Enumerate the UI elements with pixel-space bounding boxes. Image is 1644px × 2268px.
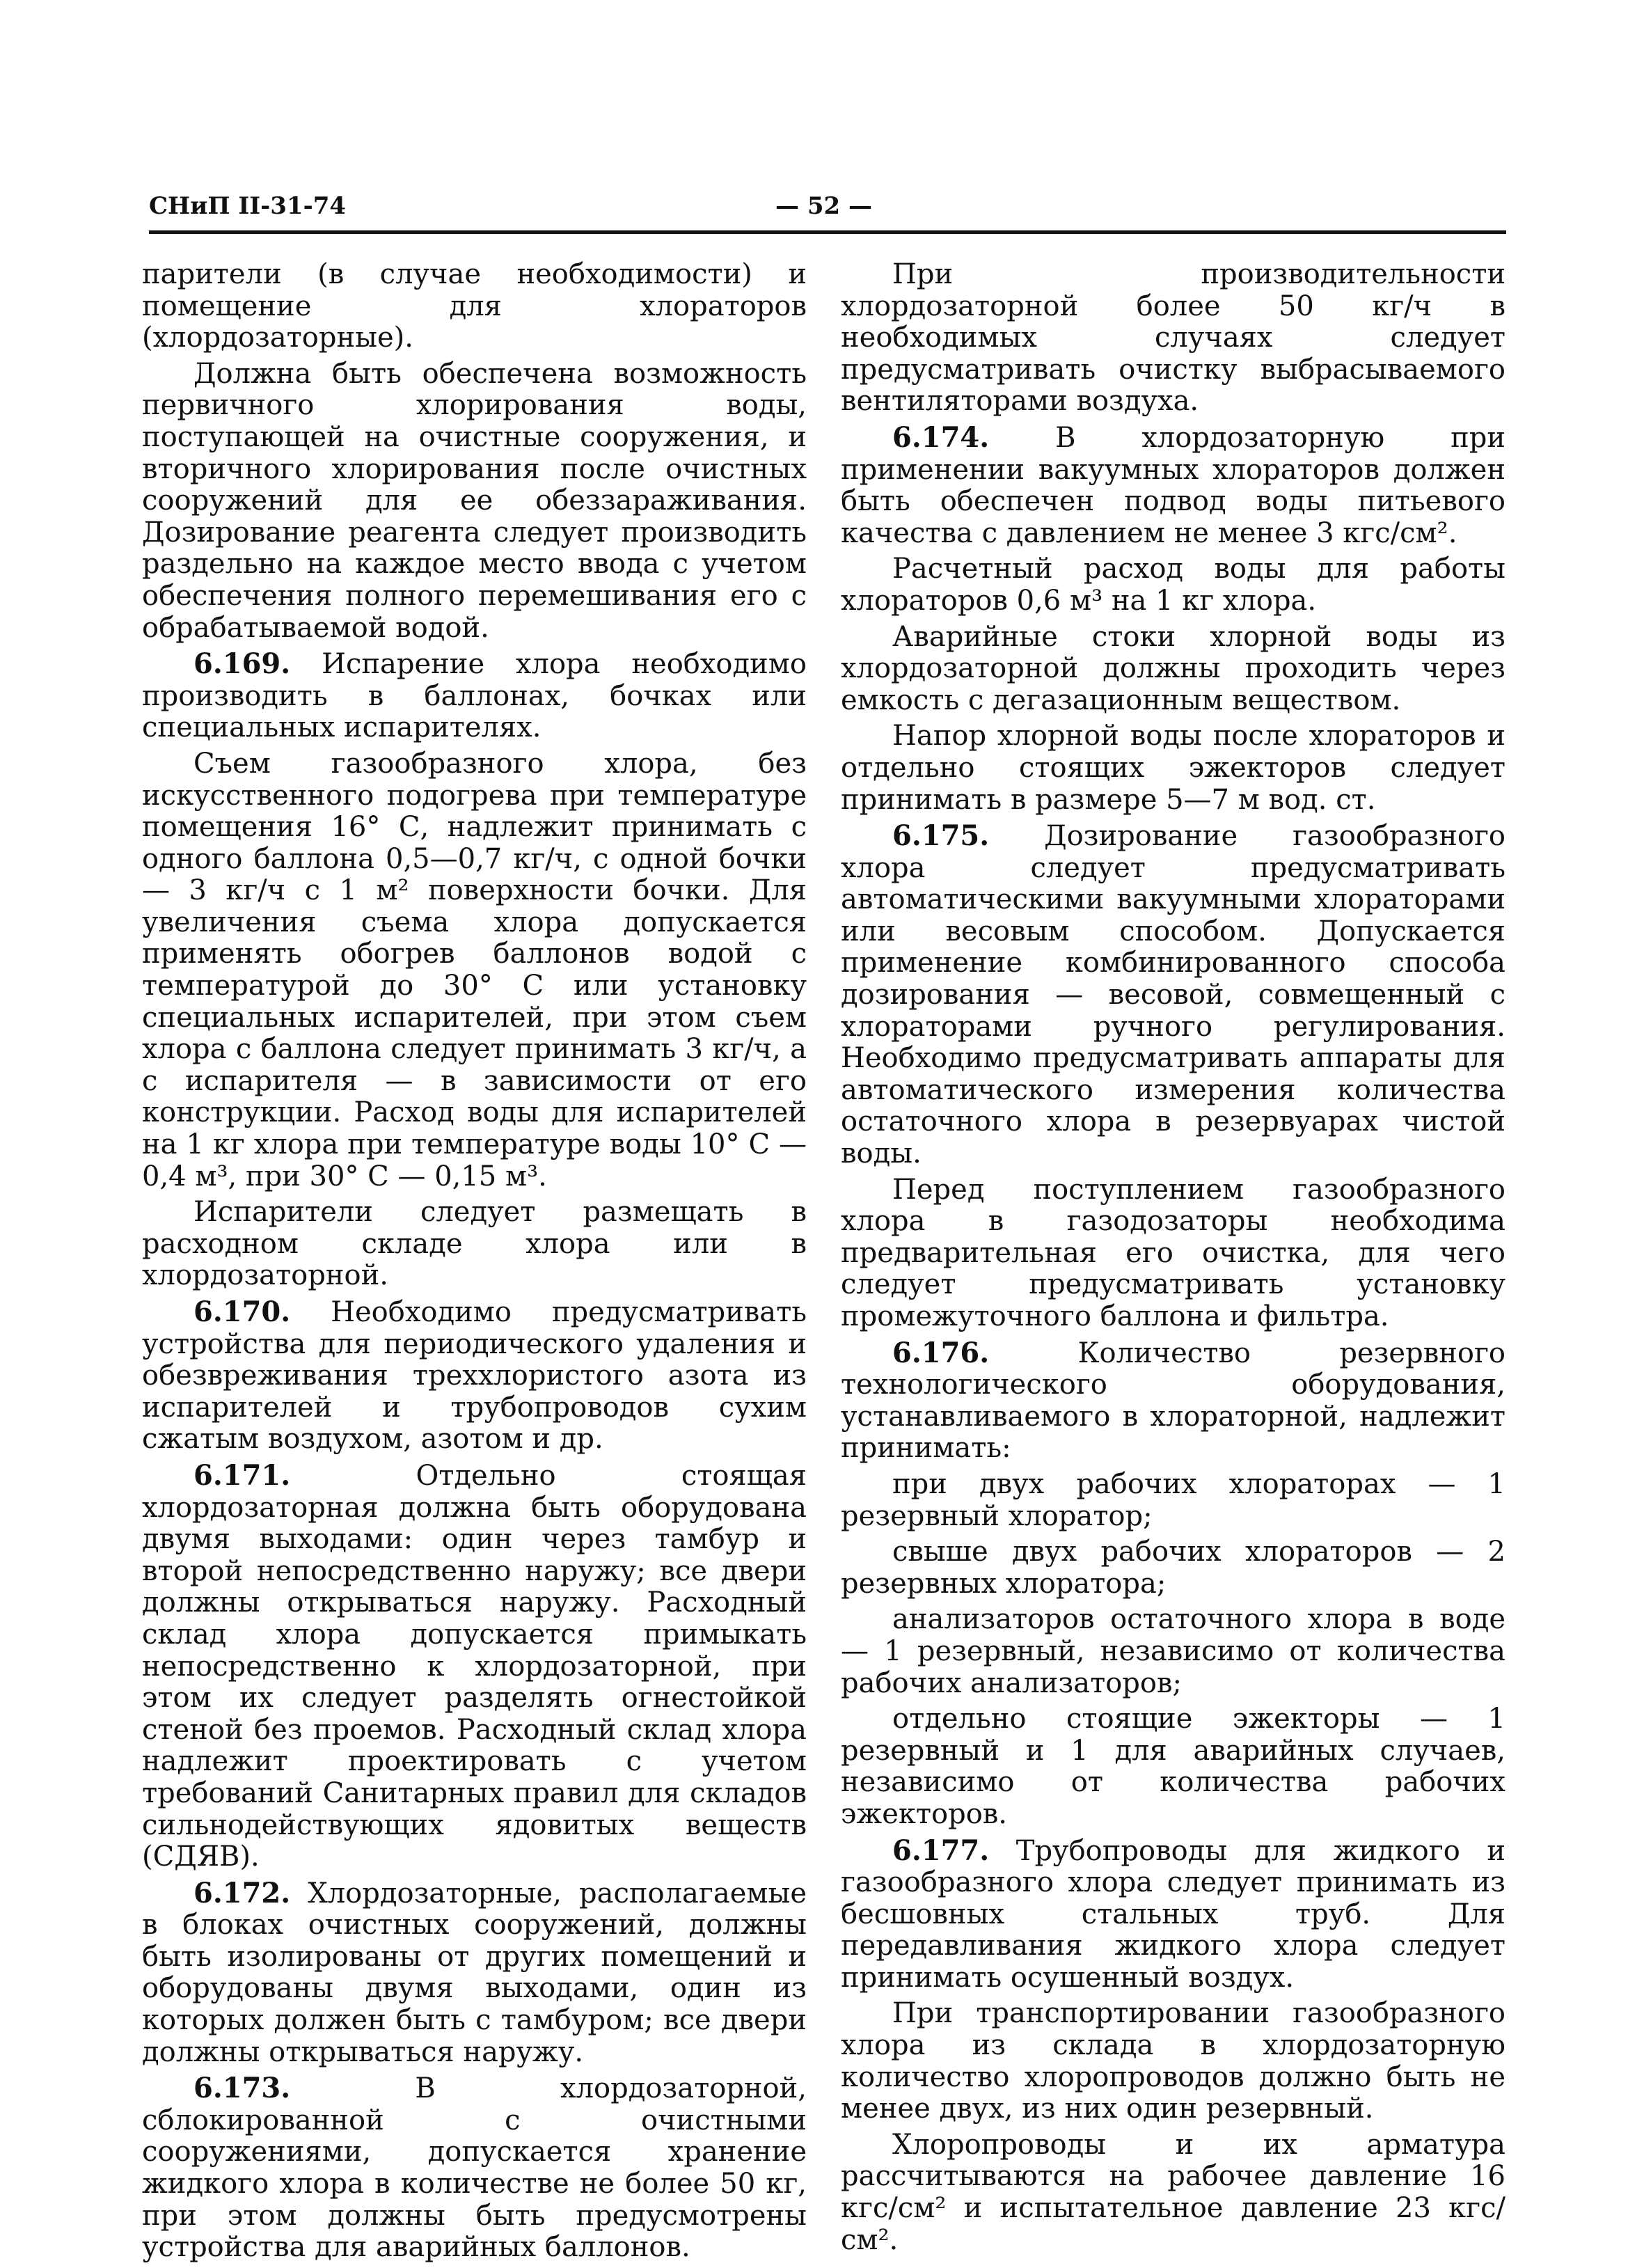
clause-6-177: 6.177. Трубопроводы для жидкого и газообразного хлора следует принимать из бесшовных стальных труб. Для передавливания жидкого хлора следует принимать осушенный воздух. <box>841 1834 1506 1994</box>
paragraph: При производительности хлордозаторной более 50 кг/ч в необходимых случаях следует предусматривать очистку выбрасываемого вентиляторами воздуха. <box>841 258 1505 418</box>
paragraph: Перед поступлением газообразного хлора в газодозаторы необходима предварительная его очистка, для чего следует предусматривать установку промежуточного баллона и фильтра. <box>841 1173 1505 1332</box>
right-column <box>841 259 1505 2260</box>
clause-6-173: 6.173. В хлордозаторной, сблокированной с очистными сооружениями, допускается хранение жидкого хлора в количестве не более 50 кг, при этом должны быть предусмотрены устройства для аварийных баллонов. <box>142 2072 807 2264</box>
clause-number: 6.176. <box>892 1336 990 1369</box>
clause-number: 6.173. <box>193 2072 291 2105</box>
list-item: при двух рабочих хлораторах — 1 резервный хлоратор; <box>841 1467 1505 1532</box>
clause-number: 6.177. <box>892 1834 990 1867</box>
paragraph: При транспортировании газообразного хлора из склада в хлордозаторную количество хлоропроводов должно быть не менее двух, из них один резервный. <box>841 1997 1505 2125</box>
list-item: отдельно стоящие эжекторы — 1 резервный и 1 для аварийных случаев, независимо от количества рабочих эжекторов. <box>841 1703 1505 1830</box>
paragraph: Расчетный расход воды для работы хлораторов 0,6 м³ на 1 кг хлора. <box>841 553 1505 617</box>
paragraph: Напор хлорной воды после хлораторов и отдельно стоящих эжекторов следует принимать в размере 5—7 м вод. ст. <box>841 720 1505 816</box>
page-number: — 52 — <box>775 192 872 220</box>
paragraph: Должна быть обеспечена возможность первичного хлорирования воды, поступающей на очистные сооружения, и вторичного хлорирования после очистных сооружений для ее обеззараживания. Дозирование реагента следует производить раздельно на каждое место ввода с учетом обеспечения полного перемешивания его с обрабатываемой водой. <box>142 357 807 644</box>
clause-6-172: 6.172. Хлордозаторные, располагаемые в блоках очистных сооружений, должны быть изолированы от других помещений и оборудованы двумя выходами, один из которых должен быть с тамбуром; все двери должны открываться наружу. <box>142 1876 807 2068</box>
page-header <box>149 187 1506 228</box>
paragraph: Съем газообразного хлора, без искусственного подогрева при температуре помещения 16° С, надлежит принимать с одного баллона 0,5—0,7 кг/ч, с одной бочки — 3 кг/ч с 1 м² поверхности бочки. Для увеличения съема хлора допускается применять обогрев баллонов водой с температурой до 30° С или установку специальных испарителей, при этом съем хлора с баллона следует принимать 3 кг/ч, а с испарителя — в зависимости от его конструкции. Расход воды для испарителей на 1 кг хлора при температуре воды 10° С — 0,4 м³, при 30° С — 0,15 м³. <box>142 747 807 1192</box>
left-column <box>142 259 807 2268</box>
paragraph: Испарители следует размещать в расходном складе хлора или в хлордозаторной. <box>142 1196 807 1292</box>
clause-number: 6.175. <box>892 819 990 853</box>
clause-number: 6.171. <box>193 1458 291 1492</box>
header-divider <box>149 230 1506 234</box>
document-code: СНиП II-31-74 <box>149 192 347 220</box>
clause-number: 6.170. <box>193 1296 291 1328</box>
clause-6-174: 6.174. В хлордозаторную при применении вакуумных хлораторов должен быть обеспечен подвод воды питьевого качества с давлением не менее 3 кгс/см². <box>841 420 1505 549</box>
clause-6-175: 6.175. Дозирование газообразного хлора следует предусматривать автоматическими вакуумными хлораторами или весовым способом. Допускается применение комбинированного способа дозирования — весовой, совмещенный с хлораторами ручного регулирования. Необходимо предусматривать аппараты для автоматического измерения количества остаточного хлора в резервуарах чистой воды. <box>841 819 1505 1170</box>
clause-number: 6.169. <box>193 647 291 681</box>
clause-6-176: 6.176. Количество резервного технологического оборудования, устанавливаемого в хлораторной, надлежит принимать: <box>841 1336 1505 1465</box>
clause-6-169: 6.169. Испарение хлора необходимо производить в баллонах, бочках или специальных испарителях. <box>142 647 807 744</box>
paragraph: парители (в случае необходимости) и помещение для хлораторов (хлордозаторные). <box>142 258 807 354</box>
clause-6-171: 6.171. Отдельно стоящая хлордозаторная должна быть оборудована двумя выходами: один через тамбур и второй непосредственно наружу; все двери должны открываться наружу. Расходный склад хлора допускается примыкать непосредственно к хлордозаторной, при этом их следует разделять огнестойкой стеной без проемов. Расходный склад хлора надлежит проектировать с учетом требований Санитарных правил для складов сильнодействующих ядовитых веществ (СДЯВ). <box>142 1458 807 1873</box>
paragraph: Хлоропроводы и их арматура рассчитываются на рабочее давление 16 кгс/см² и испытательное давление 23 кгс/см². <box>841 2128 1505 2256</box>
list-item: свыше двух рабочих хлораторов — 2 резервных хлоратора; <box>841 1536 1505 1600</box>
list-item: анализаторов остаточного хлора в воде — 1 резервный, независимо от количества рабочих анализаторов; <box>841 1603 1505 1699</box>
paragraph: Аварийные стоки хлорной воды из хлордозаторной должны проходить через емкость с дегазационным веществом. <box>841 620 1505 716</box>
clause-6-170: 6.170. Необходимо предусматривать устройства для периодического удаления и обезвреживания треххлористого азота из испарителей и трубопроводов сухим сжатым воздухом, азотом и др. <box>142 1296 807 1456</box>
clause-number: 6.172. <box>193 1876 291 1909</box>
clause-number: 6.174. <box>892 420 990 454</box>
